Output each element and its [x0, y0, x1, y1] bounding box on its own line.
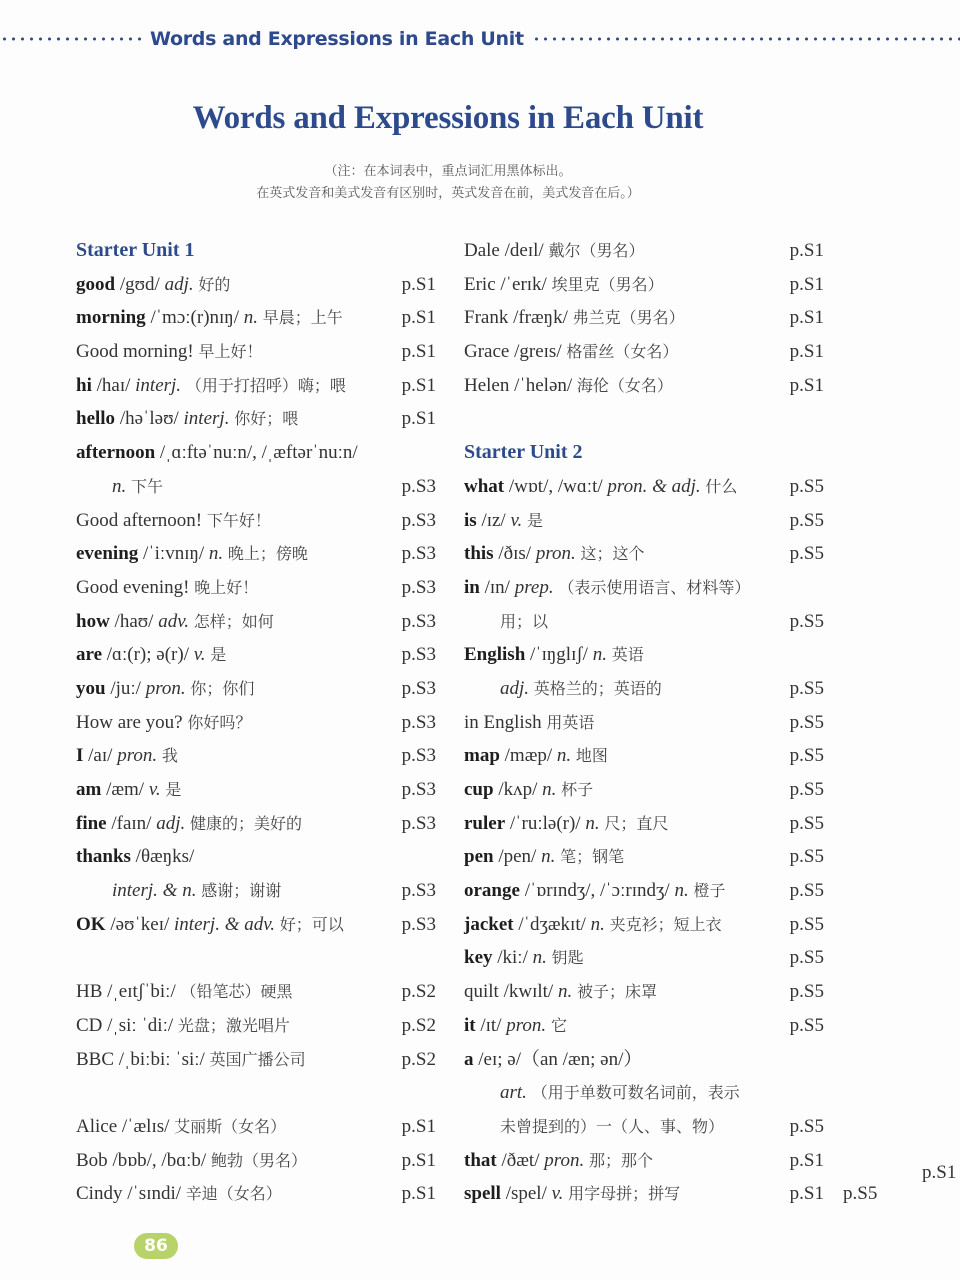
vocab-entry	[464, 571, 824, 605]
vocab-entry	[464, 1043, 824, 1077]
chinese-meaning: 什么	[705, 476, 738, 496]
page-ref: p.S5	[789, 812, 824, 834]
vocab-entry	[464, 268, 824, 302]
vocab-entry	[76, 672, 436, 706]
entry-word: this	[464, 543, 494, 565]
entry-word: Eric	[464, 273, 496, 295]
entry-word: morning	[76, 307, 146, 329]
vocab-entry	[76, 1110, 436, 1144]
chinese-meaning: 格雷丝（女名）	[566, 342, 679, 362]
entry-word: Frank	[464, 307, 509, 329]
vocab-entry	[464, 1076, 824, 1110]
entry-word: OK	[76, 913, 106, 935]
page-ref: p.S5	[789, 543, 824, 565]
page-ref: p.S3	[401, 475, 436, 497]
chinese-meaning: 下午	[131, 476, 164, 496]
chinese-meaning: 用字母拼；拼写	[568, 1184, 681, 1204]
page-ref: p.S2	[401, 1048, 436, 1070]
vocab-entry	[464, 739, 824, 773]
entry-word: Helen	[464, 374, 510, 396]
vocab-entry	[76, 335, 436, 369]
chinese-meaning: 用英语	[546, 712, 595, 732]
page-ref: p.S5	[789, 509, 824, 531]
page-ref: p.S1	[789, 374, 824, 396]
page-ref: p.S5	[789, 846, 824, 868]
vocab-entry	[464, 807, 824, 841]
chinese-meaning: 被子；床罩	[576, 982, 657, 1002]
chinese-meaning: 晚上；傍晚	[227, 544, 308, 564]
entry-word: a	[464, 1048, 474, 1070]
chinese-meaning: 是	[527, 510, 544, 530]
chinese-meaning: 夹克衫；短上衣	[609, 914, 722, 934]
entry-word: you	[76, 677, 106, 699]
part-of-speech: adj.	[500, 677, 530, 699]
phonetic: /bɒb/, /bɑːb/	[112, 1149, 207, 1171]
note-line: （注：在本词表中，重点词汇用黑体标出。	[324, 163, 572, 178]
part-of-speech: pron.	[117, 745, 158, 767]
chinese-meaning: 是	[210, 645, 227, 665]
dotted-rule	[0, 37, 142, 41]
vocab-entry	[464, 975, 824, 1009]
phonetic: /kʌp/	[498, 779, 538, 800]
page-ref: p.S1	[789, 1149, 824, 1171]
chinese-meaning: 早上好！	[198, 342, 263, 362]
page-ref: p.S1	[789, 307, 824, 329]
page-ref: p.S5	[789, 610, 824, 632]
part-of-speech: interj. & adv.	[174, 913, 275, 935]
part-of-speech: pron. & adj.	[607, 475, 701, 497]
vocab-entry	[76, 470, 436, 504]
part-of-speech: n.	[674, 880, 689, 902]
chinese-meaning: 用；以	[500, 611, 549, 631]
part-of-speech: n.	[532, 947, 547, 969]
entry-word: good	[76, 273, 116, 295]
part-of-speech: n.	[208, 543, 224, 565]
entry-word: CD	[76, 1014, 103, 1036]
page-ref: p.S1	[401, 1183, 436, 1205]
chinese-meaning: 钥匙	[551, 948, 584, 968]
entry-word: ruler	[464, 812, 506, 834]
part-of-speech: v.	[510, 509, 523, 531]
phonetic: /deɪl/	[504, 240, 544, 261]
chinese-meaning: 那；那个	[588, 1150, 653, 1170]
part-of-speech: interj.	[135, 374, 182, 396]
phonetic: /ɪn/	[484, 576, 510, 598]
chinese-meaning: 海伦（女名）	[576, 375, 673, 395]
entry-word: fine	[76, 812, 107, 834]
page-ref: p.S3	[401, 576, 436, 598]
page-ref: p.S1	[401, 273, 436, 295]
part-of-speech: n.	[590, 913, 605, 935]
page-ref: p.S3	[401, 711, 436, 733]
page-ref: p.S5	[789, 1014, 824, 1036]
page-ref: p.S3	[401, 812, 436, 834]
phonetic: /ˌbiːbiː ˈsiː/	[118, 1048, 205, 1070]
page-ref: p.S3	[401, 610, 436, 632]
spacer	[76, 1076, 436, 1110]
chinese-meaning: 地图	[575, 746, 608, 766]
page-ref: p.S2	[401, 1014, 436, 1036]
chinese-meaning: 健康的；美好的	[190, 813, 303, 833]
vocab-entry	[464, 706, 824, 740]
vocab-entry	[76, 605, 436, 639]
entry-word: English	[464, 644, 526, 666]
page-ref: p.S5	[789, 677, 824, 699]
chinese-meaning: 杯子	[561, 780, 594, 799]
chinese-meaning: 英国广播公司	[209, 1049, 306, 1069]
unit-heading: Starter Unit 2	[464, 441, 583, 464]
entry-word: hello	[76, 408, 116, 430]
chinese-meaning: 早晨；上午	[262, 308, 343, 328]
entry-word: Cindy	[76, 1183, 123, 1205]
page-ref: p.S3	[401, 880, 436, 902]
chinese-meaning: 你好；喂	[234, 409, 299, 429]
page-ref: p.S1	[401, 374, 436, 396]
part-of-speech: n.	[541, 846, 556, 868]
page-ref: p.S1	[401, 408, 436, 430]
chinese-meaning: 你；你们	[190, 678, 255, 698]
vocab-entry	[76, 638, 436, 672]
page-ref: p.S3	[401, 677, 436, 699]
part-of-speech: pron.	[544, 1149, 585, 1171]
chinese-meaning: 英格兰的；英语的	[533, 678, 662, 698]
vocab-entry	[76, 1009, 436, 1043]
page-ref: p.S5	[789, 947, 824, 969]
stray-page-ref: p.S5	[843, 1183, 878, 1204]
part-of-speech: adv.	[158, 610, 189, 632]
unit-heading: Starter Unit 1	[76, 239, 195, 261]
part-of-speech: pron.	[506, 1014, 547, 1036]
entry-word: in	[464, 576, 480, 598]
part-of-speech: pron.	[535, 543, 576, 565]
left-column	[76, 234, 436, 1211]
phonetic: /ˈhelən/	[514, 374, 573, 396]
entry-word: Grace	[464, 341, 510, 363]
page-ref: p.S3	[401, 543, 436, 565]
entry-word: I	[76, 745, 84, 767]
phonetic: /ˌɑːftəˈnuːn/, /ˌæftərˈnuːn/	[159, 442, 358, 464]
page-ref: p.S5	[789, 880, 824, 902]
right-column	[464, 234, 824, 1211]
phonetic: /ˈiːvnɪŋ/	[143, 543, 205, 565]
part-of-speech: n.	[592, 644, 607, 666]
vocab-entry	[76, 874, 436, 908]
vocab-entry	[464, 773, 824, 807]
vocab-entry	[76, 402, 436, 436]
chinese-meaning: 笔；钢笔	[560, 847, 625, 867]
vocab-entry	[76, 436, 436, 470]
page-ref: p.S1	[401, 307, 436, 329]
page-ref: p.S5	[789, 711, 824, 733]
page-ref: p.S3	[401, 779, 436, 800]
page-ref: p.S3	[401, 745, 436, 767]
page-ref: p.S5	[789, 475, 824, 497]
phonetic: /wɒt/, /wɑːt/	[508, 475, 603, 497]
vocab-entry	[76, 840, 436, 874]
phonetic: /həˈləʊ/	[119, 408, 179, 430]
entry-word: Good evening!	[76, 576, 190, 598]
entry-word: orange	[464, 880, 520, 902]
chinese-meaning: 英语	[611, 645, 644, 665]
chinese-meaning: 光盘；激光唱片	[177, 1015, 290, 1035]
page-ref: p.S3	[401, 509, 436, 531]
entry-word: HB	[76, 981, 103, 1003]
part-of-speech: n.	[243, 307, 258, 329]
phonetic: /ˈdʒækɪt/	[518, 913, 586, 935]
vocab-entry	[464, 335, 824, 369]
part-of-speech: n.	[542, 779, 557, 800]
chinese-meaning: 埃里克（男名）	[551, 274, 664, 294]
entry-word: spell	[464, 1183, 501, 1205]
vocab-entry	[76, 1144, 436, 1178]
part-of-speech: prep.	[514, 576, 554, 598]
part-of-speech: n.	[556, 745, 572, 767]
phonetic: /ðæt/	[501, 1149, 540, 1171]
entry-word: is	[464, 509, 477, 531]
chinese-meaning: 辛迪（女名）	[185, 1184, 282, 1204]
running-title: Words and Expressions in Each Unit	[150, 28, 524, 50]
phonetic: /haʊ/	[114, 610, 154, 632]
vocab-entry	[464, 941, 824, 975]
running-header	[0, 24, 960, 54]
phonetic: /ˈælɪs/	[121, 1115, 170, 1137]
chinese-meaning: 弗兰克（男名）	[572, 308, 685, 328]
entry-word: How are you?	[76, 711, 183, 733]
phonetic: /ˌsiː ˈdiː/	[107, 1014, 174, 1036]
phonetic: /θæŋks/	[135, 846, 195, 868]
phonetic: /greɪs/	[514, 341, 562, 363]
entry-word: that	[464, 1149, 497, 1171]
phonetic: /ɪz/	[481, 509, 506, 531]
phonetic: /mæp/	[504, 745, 553, 767]
vocab-entry	[76, 301, 436, 335]
vocab-entry	[76, 1043, 436, 1077]
vocab-entry	[464, 301, 824, 335]
page-ref: p.S3	[401, 644, 436, 666]
phonetic: /pen/	[498, 846, 537, 868]
page-ref: p.S5	[789, 913, 824, 935]
vocab-entry	[464, 672, 824, 706]
phonetic: /kiː/	[497, 947, 528, 969]
vocab-entry	[76, 537, 436, 571]
entry-word: am	[76, 779, 102, 800]
entry-word: what	[464, 475, 505, 497]
chinese-meaning: 这；这个	[580, 544, 645, 564]
entry-word: thanks	[76, 846, 131, 868]
vocab-entry	[76, 739, 436, 773]
phonetic: /ˈruːlə(r)/	[509, 812, 581, 834]
page-ref: p.S1	[789, 1183, 824, 1205]
chinese-meaning: 下午好！	[206, 510, 271, 530]
vocab-entry	[464, 1110, 824, 1144]
vocab-entry	[76, 268, 436, 302]
vocab-entry	[464, 1144, 824, 1178]
phonetic: /haɪ/	[96, 374, 131, 396]
entry-word: afternoon	[76, 442, 156, 464]
part-of-speech: adj.	[164, 273, 194, 295]
vocab-entry	[464, 1009, 824, 1043]
page-number-badge: 86	[134, 1233, 178, 1259]
part-of-speech: pron.	[145, 677, 186, 699]
vocab-entry	[464, 638, 824, 672]
phonetic: /gʊd/	[119, 273, 160, 295]
dotted-rule	[532, 37, 960, 41]
page-ref: p.S1	[789, 273, 824, 295]
page-ref: p.S2	[401, 981, 436, 1003]
entry-word: Good afternoon!	[76, 509, 203, 531]
phonetic: /ˈɪŋglɪʃ/	[530, 644, 588, 666]
entry-word: it	[464, 1014, 476, 1036]
chinese-meaning: 好；可以	[279, 914, 344, 934]
part-of-speech: v.	[193, 644, 206, 666]
part-of-speech: v.	[148, 779, 161, 800]
page-title: Words and Expressions in Each Unit	[192, 100, 704, 136]
vocab-entry	[76, 908, 436, 942]
part-of-speech: art.	[500, 1082, 527, 1104]
vocab-entry	[464, 1177, 824, 1211]
part-of-speech: interj.	[183, 408, 230, 430]
phonetic: /spel/	[505, 1183, 547, 1205]
page-ref: p.S5	[789, 981, 824, 1003]
vocab-entry	[76, 369, 436, 403]
phonetic: /ɪt/	[480, 1014, 502, 1036]
phonetic: /ɑː(r); ə(r)/	[106, 644, 189, 666]
page-ref: p.S5	[789, 745, 824, 767]
entry-word: map	[464, 745, 500, 767]
chinese-meaning: 是	[165, 780, 182, 799]
phonetic: /kwɪlt/	[503, 981, 554, 1003]
phonetic: /ˈɒrɪndʒ/, /ˈɔːrɪndʒ/	[524, 880, 670, 902]
vocab-entry	[76, 807, 436, 841]
entry-word: Good morning!	[76, 341, 194, 363]
entry-word: Alice	[76, 1115, 118, 1137]
note-line: 在英式发音和美式发音有区别时，英式发音在前，美式发音在后。）	[256, 185, 640, 200]
chinese-meaning: 怎样；如何	[193, 611, 274, 631]
phonetic: /aɪ/	[88, 745, 113, 767]
vocab-entry	[464, 369, 824, 403]
part-of-speech: v.	[551, 1183, 564, 1205]
vocab-entry	[464, 234, 824, 268]
spacer	[464, 402, 824, 436]
entry-word: cup	[464, 779, 494, 800]
phonetic: /eɪ; ə/（an /æn; ən/）	[478, 1048, 643, 1070]
entry-word: quilt	[464, 981, 499, 1003]
vocab-entry	[76, 773, 436, 807]
page-ref: p.S1	[401, 1115, 436, 1137]
chinese-meaning: 我	[161, 746, 178, 766]
page-ref: p.S5	[789, 779, 824, 800]
vocab-entry	[464, 605, 824, 639]
vocab-entry	[76, 1177, 436, 1211]
entry-word: Bob	[76, 1149, 108, 1171]
entry-word: jacket	[464, 913, 514, 935]
phonetic: /æm/	[106, 779, 145, 800]
chinese-meaning: 感谢；谢谢	[201, 881, 282, 901]
vocab-entry	[76, 571, 436, 605]
chinese-meaning: （用于打招呼）嗨；喂	[185, 375, 346, 395]
chinese-meaning: 好的	[198, 274, 231, 294]
chinese-meaning: 你好吗？	[187, 712, 252, 732]
part-of-speech: adj.	[156, 812, 186, 834]
chinese-meaning: （用于单数可数名词前，表示	[531, 1083, 740, 1103]
chinese-meaning: 它	[550, 1015, 567, 1035]
note	[0, 160, 896, 204]
page-ref: p.S1	[401, 1149, 436, 1171]
stray-page-ref: p.S1	[922, 1162, 957, 1183]
phonetic: /juː/	[110, 677, 141, 699]
chinese-meaning: 艾丽斯（女名）	[174, 1116, 287, 1136]
vocab-entry	[76, 975, 436, 1009]
phonetic: /ˈmɔː(r)nɪŋ/	[150, 307, 239, 329]
phonetic: /faɪn/	[111, 812, 152, 834]
page-ref: p.S5	[789, 1115, 824, 1137]
vocab-entry	[464, 908, 824, 942]
part-of-speech: interj. & n.	[112, 880, 197, 902]
part-of-speech: n.	[585, 812, 600, 834]
page-ref: p.S1	[401, 341, 436, 363]
chinese-meaning: （铅笔芯）硬黑	[180, 982, 293, 1002]
entry-word: in English	[464, 711, 542, 733]
entry-word: BBC	[76, 1048, 115, 1070]
entry-word: Dale	[464, 240, 500, 261]
chinese-meaning: 未曾提到的）一（人、事、物）	[500, 1116, 725, 1136]
entry-word: are	[76, 644, 103, 666]
vocab-entry	[464, 537, 824, 571]
entry-word: evening	[76, 543, 139, 565]
entry-word: hi	[76, 374, 92, 396]
spacer	[76, 941, 436, 975]
page-ref: p.S1	[789, 240, 824, 261]
vocab-entry	[464, 470, 824, 504]
phonetic: /fræŋk/	[513, 307, 568, 329]
part-of-speech: n.	[112, 475, 127, 497]
chinese-meaning: 晚上好！	[194, 577, 259, 597]
vocab-entry	[76, 504, 436, 538]
vocab-entry	[464, 840, 824, 874]
phonetic: /ðɪs/	[498, 543, 532, 565]
vocab-entry	[464, 874, 824, 908]
entry-word: how	[76, 610, 110, 632]
phonetic: /ˌeɪtʃˈbiː/	[107, 981, 176, 1003]
part-of-speech: n.	[557, 981, 573, 1003]
page-ref: p.S3	[401, 913, 436, 935]
chinese-meaning: 橙子	[693, 881, 726, 901]
entry-word: pen	[464, 846, 494, 868]
phonetic: /ˈerɪk/	[500, 273, 547, 295]
vocab-entry	[76, 706, 436, 740]
chinese-meaning: （表示使用语言、材料等）	[558, 577, 751, 597]
entry-word: key	[464, 947, 493, 969]
phonetic: /əʊˈkeɪ/	[110, 913, 170, 935]
chinese-meaning: 戴尔（男名）	[548, 241, 645, 260]
phonetic: /ˈsɪndi/	[127, 1183, 182, 1205]
chinese-meaning: 尺；直尺	[604, 813, 669, 833]
chinese-meaning: 鲍勃（男名）	[210, 1150, 307, 1170]
page-ref: p.S1	[789, 341, 824, 363]
vocab-entry	[464, 504, 824, 538]
